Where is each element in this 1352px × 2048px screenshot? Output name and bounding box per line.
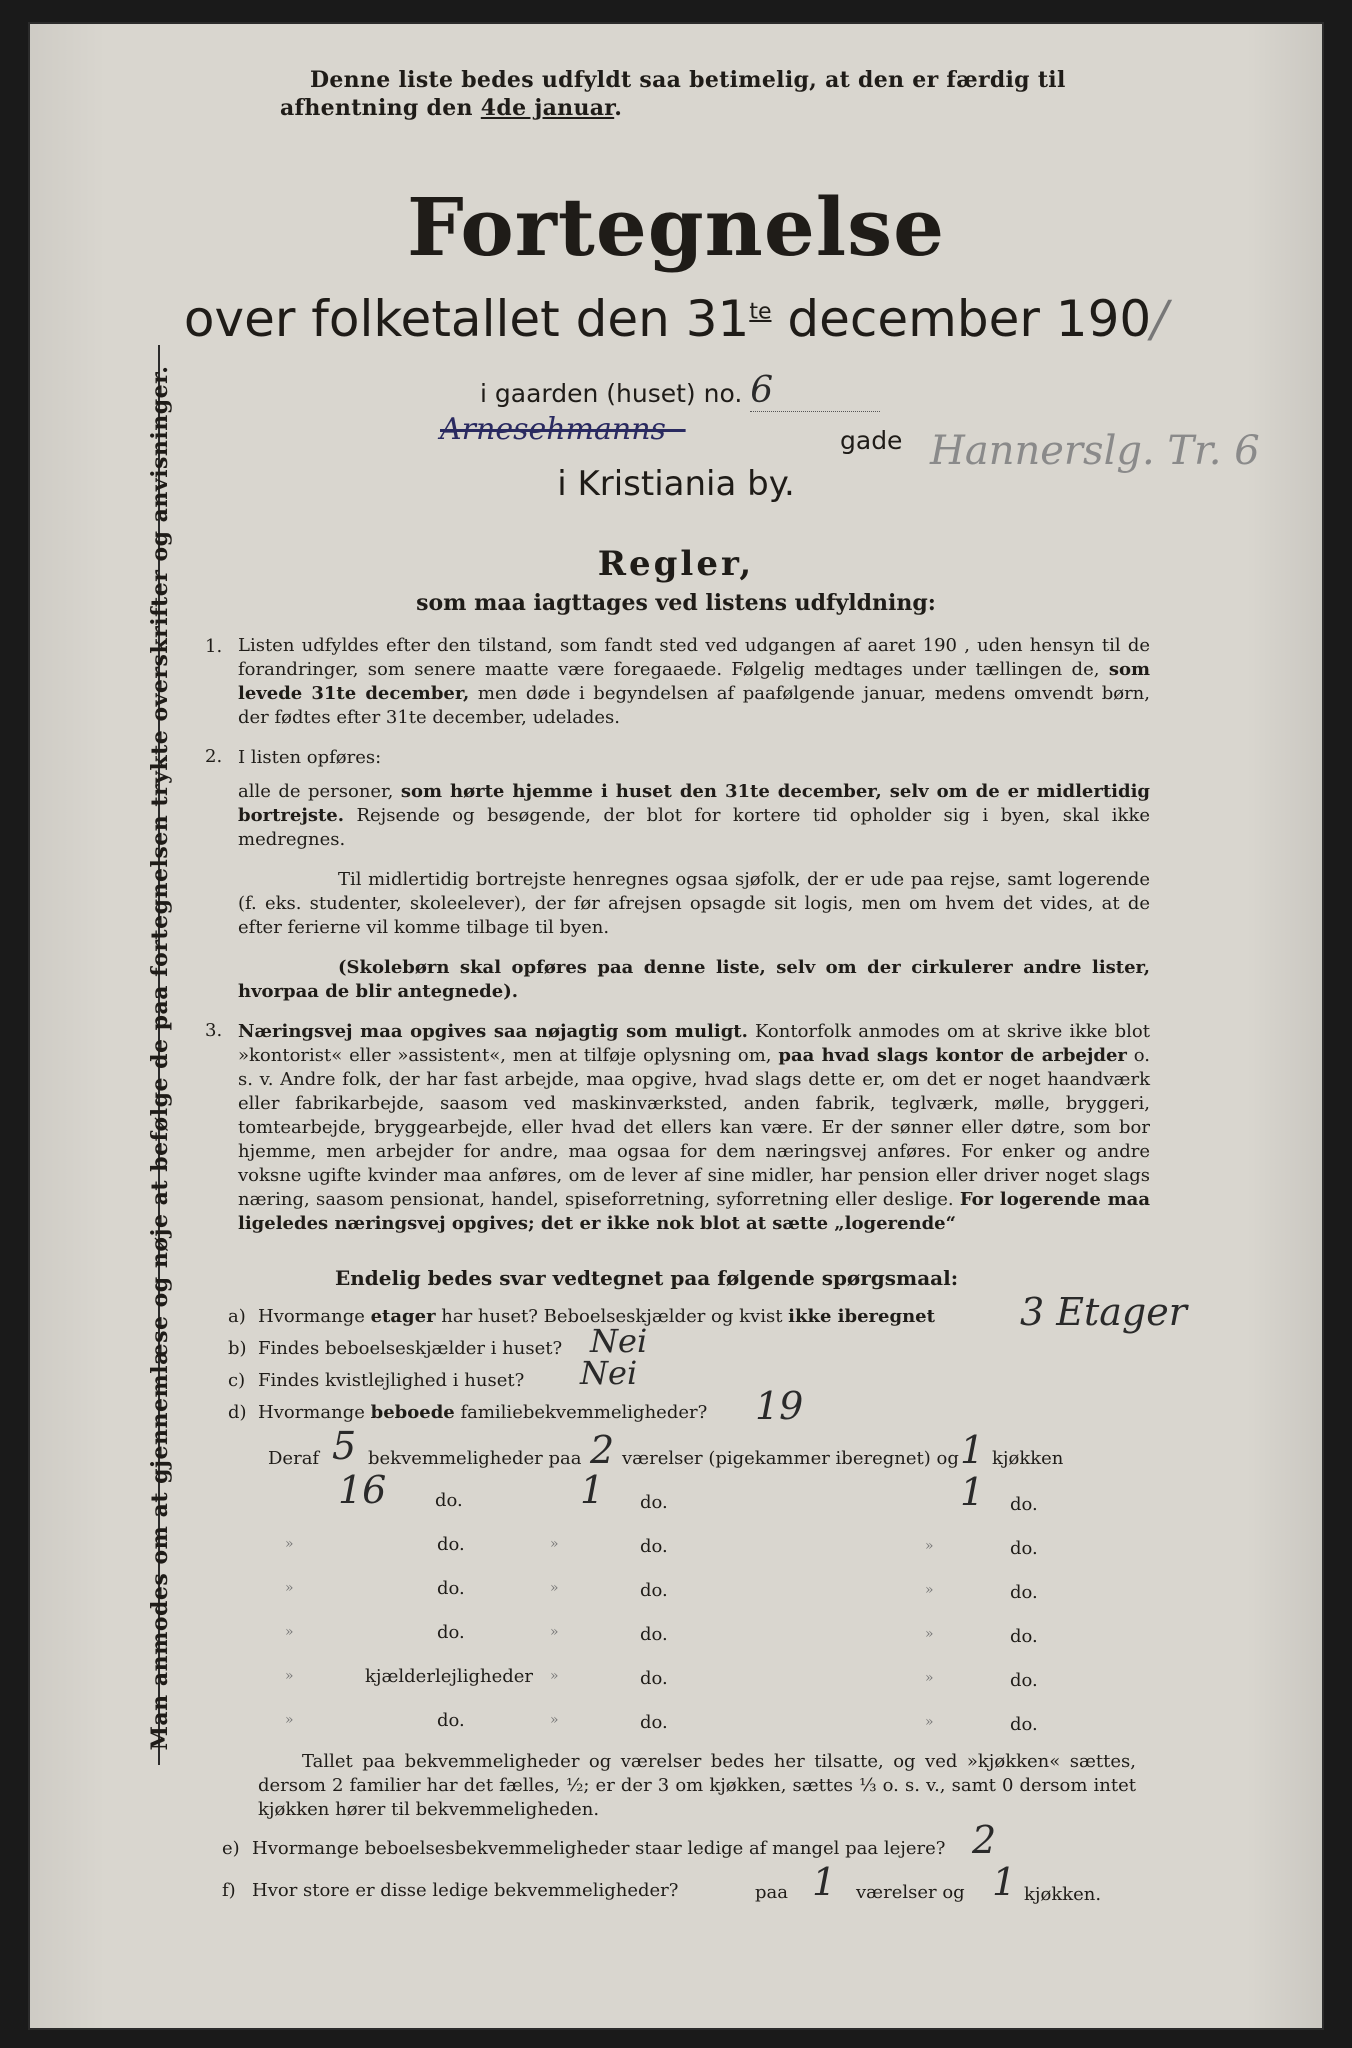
rules-subheading: som maa iagttages ved listens udfyldning: bbox=[416, 590, 936, 616]
q-a-bold2: ikke iberegnet bbox=[788, 1306, 935, 1327]
page-subtitle bbox=[0, 290, 1352, 348]
rule1-text bbox=[238, 634, 1150, 730]
q-c-answer: Nei bbox=[580, 1354, 638, 1392]
q-f-kitchen: 1 bbox=[992, 1860, 1017, 1904]
q-c-label: c) bbox=[228, 1370, 246, 1391]
row5-quote3: » bbox=[925, 1626, 934, 1642]
row7-do1: do. bbox=[437, 1710, 465, 1731]
row5-quote1: » bbox=[285, 1624, 294, 1640]
rule2-d: (Skolebørn skal opføres paa denne liste, selv om der cirkulerer andre lister, hvorpaa de blir antegnede). bbox=[238, 957, 1150, 1002]
vaer-label: værelser (pigekammer iberegnet) og bbox=[622, 1448, 959, 1469]
row6-do3: do. bbox=[1010, 1670, 1038, 1691]
q-f-text: Hvor store er disse ledige bekvemmeligheder? bbox=[252, 1880, 679, 1901]
row4-do2: do. bbox=[640, 1580, 668, 1601]
subtitle-suffix: december 190 bbox=[771, 290, 1152, 348]
street-struck: Arnesehmanns - bbox=[440, 412, 686, 447]
q-d-text bbox=[258, 1402, 707, 1423]
rule1-end: men døde i begyndelsen af paafølgende januar, medens omvendt børn, der fødtes efter 31te december, udelades. bbox=[238, 683, 1150, 728]
q-a-label: a) bbox=[228, 1306, 246, 1327]
row4-do1: do. bbox=[437, 1578, 465, 1599]
questions-intro: Endelig bedes svar vedtegnet paa følgende spørgsmaal: bbox=[335, 1266, 959, 1290]
notice-date: 4de januar bbox=[480, 95, 615, 121]
q-a-bold1: etager bbox=[370, 1306, 436, 1327]
rule1-bold: som levede 31te december, bbox=[238, 659, 1150, 704]
house-line bbox=[480, 370, 880, 412]
q-f-paa: paa bbox=[755, 1882, 788, 1903]
subtitle-prefix: over folketallet den 31 bbox=[183, 290, 750, 348]
notice-prefix: afhentning den bbox=[280, 95, 481, 121]
q-d-post: familiebekvemmeligheder? bbox=[454, 1402, 708, 1423]
row2-kitchen: 1 bbox=[960, 1470, 985, 1514]
q-b-answer: Nei bbox=[590, 1322, 648, 1360]
row6-kjaelder: kjælderlejligheder bbox=[365, 1666, 533, 1687]
row2-do2: do. bbox=[640, 1492, 668, 1513]
rule2-intro: I listen opføres: bbox=[238, 747, 382, 768]
rule1-a: Listen udfyldes efter den tilstand, som fandt sted ved udgangen af aaret 190 , uden hensyn til de forandringer, som senere maatte være foregaaede. Følgelig medtages under tællingen de, bbox=[238, 635, 1150, 680]
q-b-text: Findes beboelseskjælder i huset? bbox=[258, 1338, 563, 1359]
q-e-answer: 2 bbox=[972, 1818, 997, 1862]
q-d-bold: beboede bbox=[370, 1402, 455, 1423]
notice-line2 bbox=[280, 94, 1190, 122]
q-d-label: d) bbox=[228, 1402, 247, 1423]
row6-do2: do. bbox=[640, 1668, 668, 1689]
notice-suffix: . bbox=[614, 95, 623, 121]
page-title: Fortegnelse bbox=[406, 180, 946, 274]
rule2-text bbox=[238, 780, 1150, 852]
rule3-bold2: paa hvad slags kontor de arbejder bbox=[778, 1045, 1127, 1066]
q-c-text: Findes kvistlejlighed i huset? bbox=[258, 1370, 525, 1391]
q-f-vaer: værelser og bbox=[856, 1882, 965, 1903]
rule2-a: alle de personer, bbox=[238, 781, 401, 802]
street-handwritten: Hannerslg. Tr. 6 bbox=[930, 428, 1260, 474]
row5-do2: do. bbox=[640, 1624, 668, 1645]
q-e-text: Hvormange beboelsesbekvemmeligheder staar ledige af mangel paa lejere? bbox=[252, 1838, 946, 1859]
row7-quote1: » bbox=[285, 1712, 294, 1728]
rule3-a: Kontorfolk anmodes om at skrive ikke blot »kontorist« eller »assistent«, men at tilføje oplysning om, bbox=[238, 1021, 1150, 1066]
row7-quote2: » bbox=[550, 1712, 559, 1728]
row3-quote2: » bbox=[550, 1536, 559, 1552]
row5-quote2: » bbox=[550, 1624, 559, 1640]
q-e-label: e) bbox=[222, 1838, 240, 1859]
row3-quote1: » bbox=[285, 1536, 294, 1552]
row4-quote3: » bbox=[925, 1582, 934, 1598]
sidebar-text: Man anmodes om at gjennemlæse og nøje at befølge de paa fortegnelsen trykte overskrifter og anvisninger. bbox=[147, 365, 173, 1751]
q-f-kjokken: kjøkken. bbox=[1024, 1884, 1102, 1905]
row7-do3: do. bbox=[1010, 1714, 1038, 1735]
q-d-answer: 19 bbox=[755, 1384, 804, 1428]
row3-do2: do. bbox=[640, 1536, 668, 1557]
q-a-answer: 3 Etager bbox=[1020, 1290, 1187, 1334]
row6-quote3: » bbox=[925, 1670, 934, 1686]
row2-do3: do. bbox=[1010, 1494, 1038, 1515]
q-b-label: b) bbox=[228, 1338, 247, 1359]
rule3-bold1: Næringsvej maa opgives saa nøjagtig som muligt. bbox=[238, 1021, 748, 1042]
kitchen-note: Tallet paa bekvemmeligheder og værelser bedes her tilsatte, og ved »kjøkken« sættes, dersom 2 familier har det fælles, ½; er der 3 om kjøkken, sættes ⅓ o. s. v., samt 0 dersom intet kjøkken hører til bekvemmeligheden. bbox=[258, 1751, 1136, 1820]
deraf-label: Deraf bbox=[268, 1448, 320, 1469]
notice-line1: Denne liste bedes udfyldt saa betimelig, at den er færdig til bbox=[310, 67, 1066, 93]
city-line: i Kristiania by. bbox=[557, 464, 795, 504]
row3-quote3: » bbox=[925, 1538, 934, 1554]
row1-count: 5 bbox=[332, 1424, 357, 1468]
subtitle-sup: te bbox=[749, 299, 772, 325]
gade-label: gade bbox=[840, 426, 903, 455]
row4-do3: do. bbox=[1010, 1582, 1038, 1603]
rules-heading: Regler, bbox=[597, 544, 755, 584]
rule1-number: 1. bbox=[205, 636, 223, 657]
row2-rooms: 1 bbox=[580, 1468, 605, 1512]
rule2-b: Rejsende og besøgende, der blot for kortere tid opholder sig i byen, skal ikke medregnes. bbox=[238, 805, 1150, 850]
delivery-notice bbox=[280, 66, 1190, 122]
rule2-number: 2. bbox=[205, 746, 223, 767]
row4-quote1: » bbox=[285, 1580, 294, 1596]
row1-rooms: 2 bbox=[590, 1428, 615, 1472]
row5-do1: do. bbox=[437, 1622, 465, 1643]
house-label: i gaarden (huset) no. bbox=[480, 379, 743, 408]
bekv-label: bekvemmeligheder paa bbox=[368, 1448, 582, 1469]
row3-do3: do. bbox=[1010, 1538, 1038, 1559]
row6-quote1: » bbox=[285, 1668, 294, 1684]
q-f-rooms: 1 bbox=[812, 1860, 837, 1904]
row7-quote3: » bbox=[925, 1714, 934, 1730]
row1-kitchen: 1 bbox=[960, 1428, 985, 1472]
row4-quote2: » bbox=[550, 1580, 559, 1596]
row6-quote2: » bbox=[550, 1668, 559, 1684]
row7-do2: do. bbox=[640, 1712, 668, 1733]
q-a-mid: har huset? Beboelseskjælder og kvist bbox=[435, 1306, 789, 1327]
q-d-pre: Hvormange bbox=[258, 1402, 371, 1423]
house-number: 6 bbox=[750, 370, 880, 412]
handwritten-year: / bbox=[1151, 290, 1169, 348]
rule2-bold: som hørte hjemme i huset den 31te december, selv om de er midlertidig bortrejste. bbox=[238, 781, 1150, 826]
rule2-c: Til midlertidig bortrejste henregnes ogsaa sjøfolk, der er ude paa rejse, samt logerende (f. eks. studenter, skoleelever), der før afrejsen opsagde sit logis, men om hvem det vides, at de efter ferierne vil komme tilbage til byen. bbox=[238, 869, 1150, 938]
q-f-label: f) bbox=[222, 1880, 236, 1901]
rule3-text bbox=[238, 1020, 1150, 1236]
row5-do3: do. bbox=[1010, 1626, 1038, 1647]
rule3-number: 3. bbox=[205, 1020, 223, 1041]
rule3-bold3: For logerende maa ligeledes næringsvej opgives; det er ikke nok blot at sætte „logerende“ bbox=[238, 1189, 1150, 1234]
rule3-b: o. s. v. Andre folk, der har fast arbejde, maa opgive, hvad slags dette er, om det er noget haandværk eller fabrikarbejde, saasom ved maskinværksted, anden fabrik, teglværk, mølle, bryggeri, tomtearbejde, bryggearbejde, eller hvad det ellers kan være. Er der sønner eller døtre, som bor hjemme, men arbejder for andre, maa ogsaa for dem næringsvej anføres. For enker og andre voksne ugifte kvinder maa anføres, om de lever af sine midler, har pension eller driver noget slags næring, saasom pensionat, handel, spiseforretning, syforretning eller deslige. bbox=[238, 1045, 1150, 1210]
row2-do1: do. bbox=[435, 1490, 463, 1511]
kjokken-label: kjøkken bbox=[992, 1448, 1064, 1469]
row3-do1: do. bbox=[437, 1534, 465, 1555]
q-a-pre: Hvormange bbox=[258, 1306, 371, 1327]
row2-count: 16 bbox=[338, 1468, 387, 1512]
